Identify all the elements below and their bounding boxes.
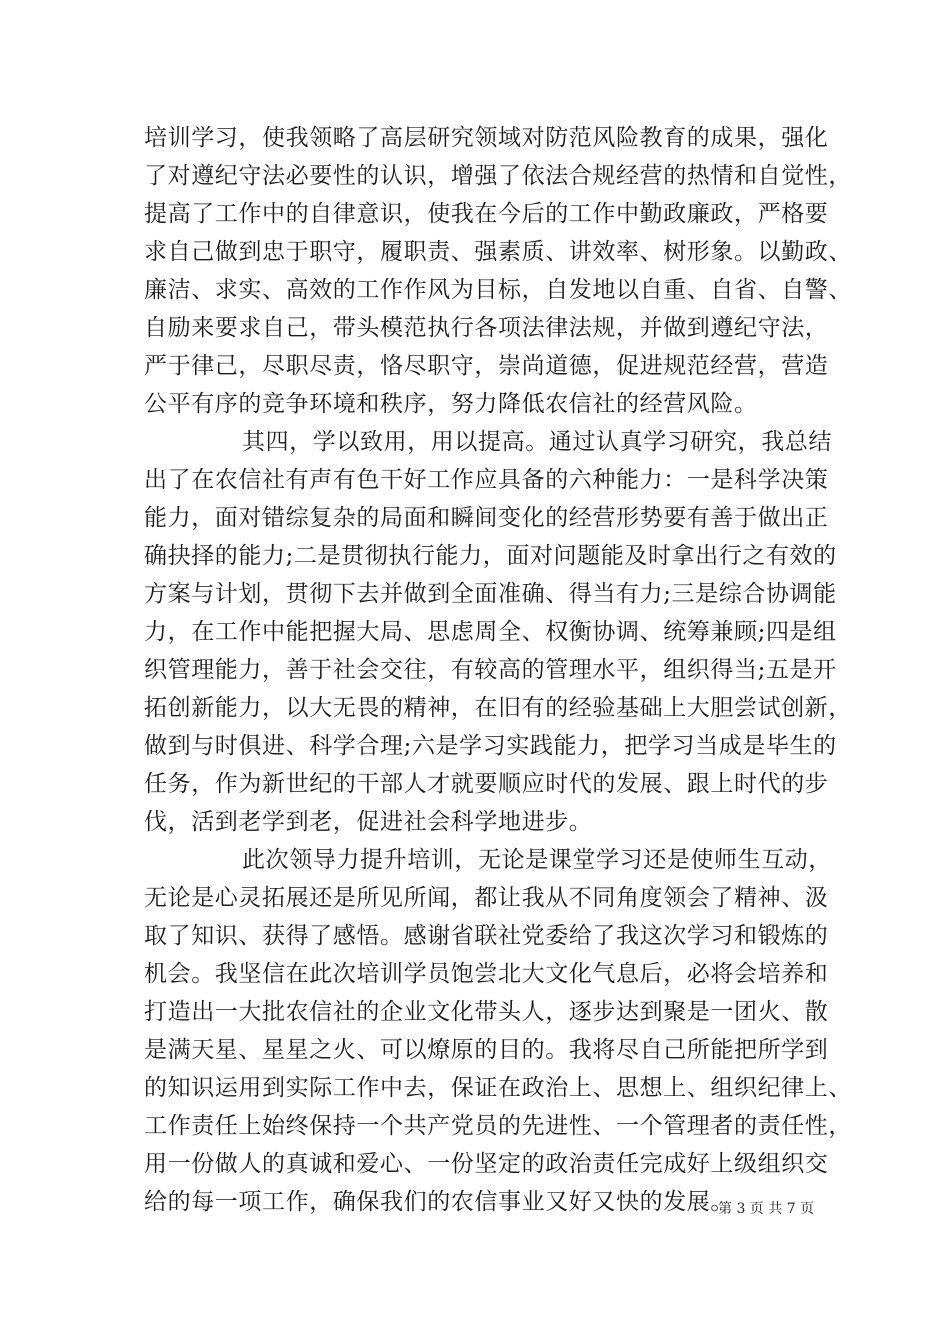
paragraph-2-line-1: 其四，学以致用，用以提高。通过认真学习研究，我总结 (242, 429, 832, 455)
paragraph-2-line-9: 做到与时俱进、科学合理;六是学习实践能力，把学习当成是毕生的 (144, 733, 837, 759)
paragraph-3-line-1: 此次领导力提升培训，无论是课堂学习还是使师生互动， (242, 847, 832, 873)
paragraph-1-line-6: 自励来要求自己，带头模范执行各项法律法规，并做到遵纪守法， (144, 315, 829, 341)
paragraph-1-line-7: 严于律己，尽职尽责，恪尽职守，崇尚道德，促进规范经营，营造 (144, 353, 829, 379)
paragraph-2-line-4: 确抉择的能力;二是贯彻执行能力，面对问题能及时拿出行之有效的 (144, 543, 837, 569)
paragraph-2-line-2: 出了在农信社有声有色干好工作应具备的六种能力：一是科学决策 (144, 467, 829, 493)
paragraph-2-line-7: 织管理能力，善于社会交往，有较高的管理水平，组织得当;五是开 (144, 657, 837, 683)
paragraph-3-line-10: 给的每一项工作，确保我们的农信事业又好又快的发展。 (144, 1189, 734, 1215)
paragraph-2-line-8: 拓创新能力，以大无畏的精神，在旧有的经验基础上大胆尝试创新， (144, 695, 852, 721)
paragraph-3-line-9: 用一份做人的真诚和爱心、一份坚定的政治责任完成好上级组织交 (144, 1151, 829, 1177)
page-number: 第 3 页 共 7 页 (718, 1201, 815, 1217)
paragraph-1-line-5: 廉洁、求实、高效的工作作风为目标，自发地以自重、自省、自警、 (144, 277, 852, 303)
paragraph-3-line-2: 无论是心灵拓展还是所见所闻，都让我从不同角度领会了精神、汲 (144, 885, 829, 911)
paragraph-1-line-4: 求自己做到忠于职守，履职责、强素质、讲效率、树形象。以勤政、 (144, 239, 852, 265)
paragraph-2-line-5: 方案与计划，贯彻下去并做到全面准确、得当有力;三是综合协调能 (144, 581, 837, 607)
paragraph-3-line-7: 的知识运用到实际工作中去，保证在政治上、思想上、组织纪律上、 (144, 1075, 852, 1101)
paragraph-1-line-3: 提高了工作中的自律意识，使我在今后的工作中勤政廉政，严格要 (144, 201, 829, 227)
paragraph-3-line-8: 工作责任上始终保持一个共产党员的先进性、一个管理者的责任性， (144, 1113, 852, 1139)
paragraph-3-line-5: 打造出一大批农信社的企业文化带头人，逐步达到聚是一团火、散 (144, 999, 829, 1025)
paragraph-2-line-6: 力，在工作中能把握大局、思虑周全、权衡协调、统筹兼顾;四是组 (144, 619, 837, 645)
paragraph-1-line-2: 了对遵纪守法必要性的认识，增强了依法合规经营的热情和自觉性， (144, 163, 852, 189)
paragraph-3-line-3: 取了知识、获得了感悟。感谢省联社党委给了我这次学习和锻炼的 (144, 923, 829, 949)
paragraph-2-line-3: 能力，面对错综复杂的局面和瞬间变化的经营形势要有善于做出正 (144, 505, 829, 531)
paragraph-3-line-4: 机会。我坚信在此次培训学员饱尝北大文化气息后，必将会培养和 (144, 961, 829, 987)
paragraph-2-line-11: 伐，活到老学到老，促进社会科学地进步。 (144, 809, 593, 835)
paragraph-1-line-1: 培训学习，使我领略了高层研究领域对防范风险教育的成果，强化 (144, 125, 829, 151)
paragraph-2-line-10: 任务，作为新世纪的干部人才就要顺应时代的发展、跟上时代的步 (144, 771, 829, 797)
paragraph-1-line-8: 公平有序的竞争环境和秩序，努力降低农信社的经营风险。 (144, 391, 758, 417)
paragraph-3-line-6: 是满天星、星星之火、可以燎原的目的。我将尽自己所能把所学到 (144, 1037, 829, 1063)
